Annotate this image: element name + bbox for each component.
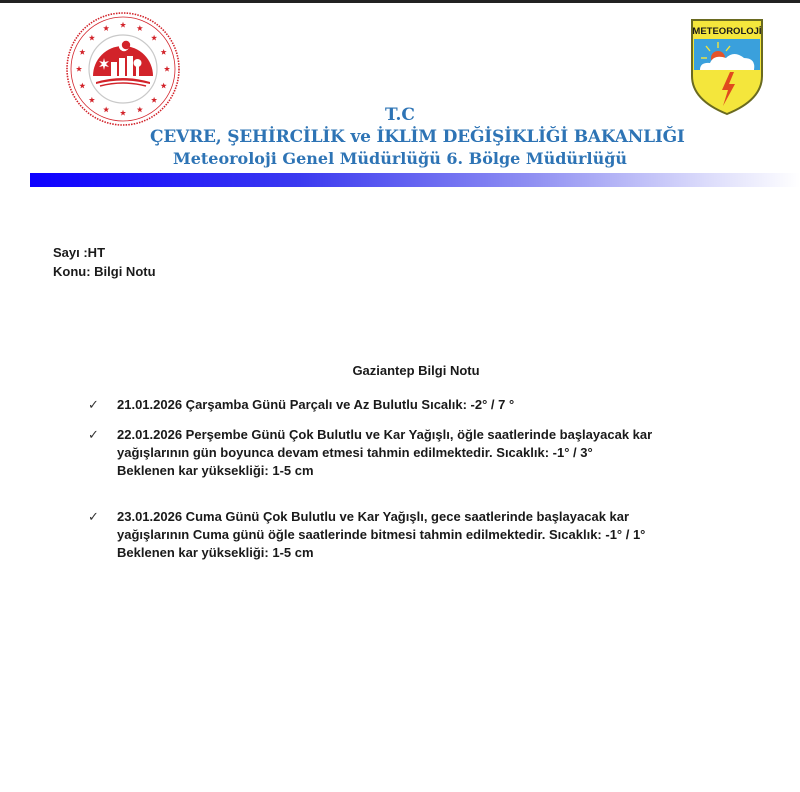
sayi-label: Sayı :HT	[53, 245, 106, 260]
letterhead	[150, 104, 685, 169]
check-icon: ✓	[88, 509, 99, 524]
top-border	[0, 0, 800, 3]
meteoroloji-emblem-icon	[690, 18, 764, 116]
header-tc: T.C	[385, 105, 415, 125]
konu-label: Konu: Bilgi Notu	[53, 264, 156, 279]
forecast-item	[88, 426, 788, 480]
forecast-line: 21.01.2026 Çarşamba Günü Parçalı ve Az Bulutlu Sıcalık: -2° / 7 °	[117, 397, 515, 412]
note-title-wrapper	[0, 363, 800, 378]
check-icon: ✓	[88, 397, 99, 412]
forecast-line: 23.01.2026 Cuma Günü Çok Bulutlu ve Kar Yağışlı, gece saatlerinde başlayacak kar	[117, 509, 630, 524]
check-icon: ✓	[88, 427, 99, 442]
meteoroloji-logo-text: METEOROLOJİ	[692, 26, 762, 37]
forecast-line: Beklenen kar yüksekliği: 1-5 cm	[117, 545, 314, 560]
header-gradient-bar	[30, 173, 800, 187]
document-meta	[53, 243, 156, 281]
forecast-item	[88, 508, 788, 562]
forecast-line: yağışlarının gün boyunca devam etmesi tahmin edilmektedir. Sıcaklık: -1° / 3°	[117, 445, 593, 460]
forecast-line: yağışlarının Cuma günü öğle saatlerinde bitmesi tahmin edilmektedir. Sıcaklık: -1° / 1°	[117, 527, 646, 542]
forecast-item	[88, 396, 788, 414]
note-title: Gaziantep Bilgi Notu	[352, 363, 480, 378]
header-department: Meteoroloji Genel Müdürlüğü 6. Bölge Müdürlüğü	[172, 149, 628, 168]
forecast-list	[88, 396, 788, 562]
header-ministry: ÇEVRE, ŞEHİRCİLİK ve İKLİM DEĞİŞİKLİĞİ BAKANLIĞI	[150, 127, 685, 147]
forecast-line: Beklenen kar yüksekliği: 1-5 cm	[117, 463, 314, 478]
forecast-line: 22.01.2026 Perşembe Günü Çok Bulutlu ve Kar Yağışlı, öğle saatlerinde başlayacak kar	[117, 427, 653, 442]
